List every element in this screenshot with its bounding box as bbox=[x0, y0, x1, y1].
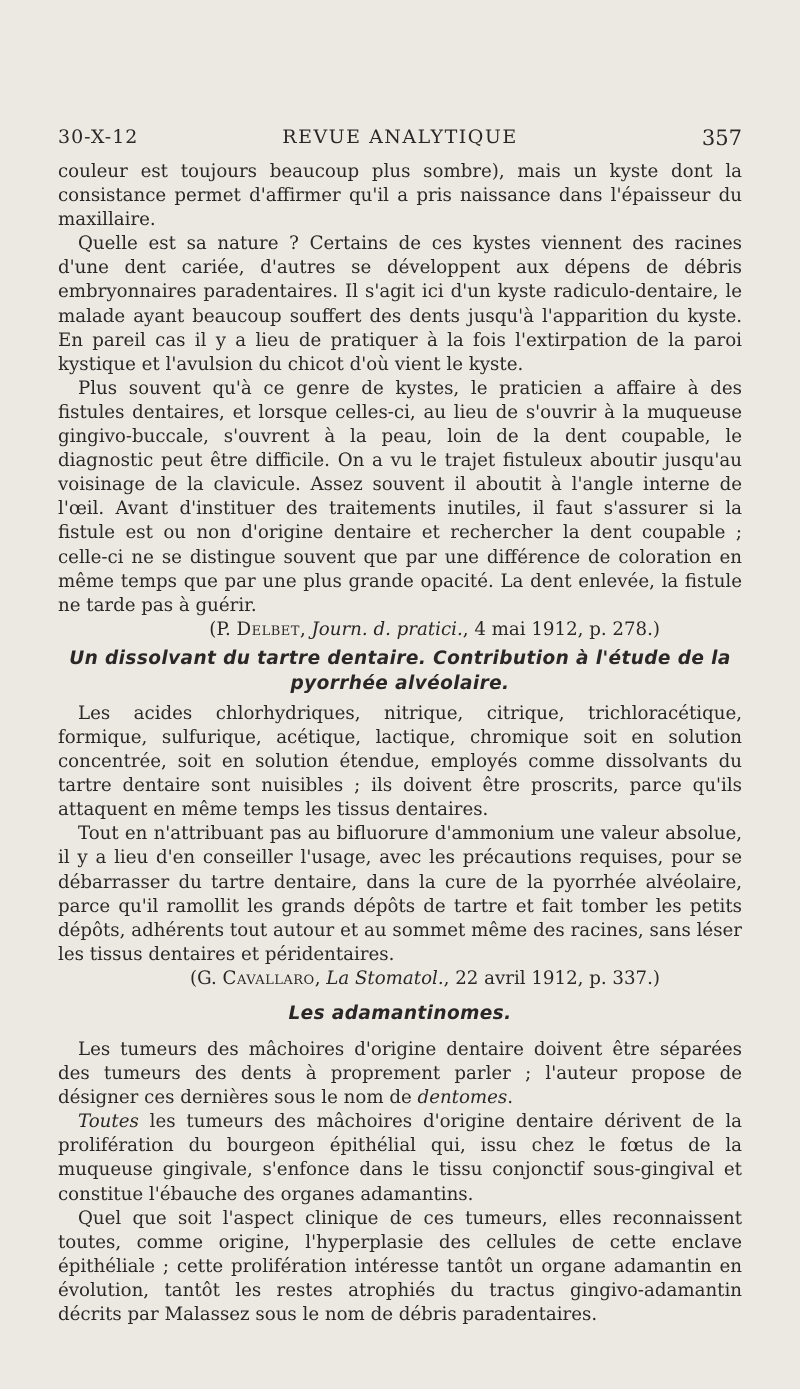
citation-journal: Journ. d. pratici. bbox=[311, 618, 463, 640]
paragraph-text: . bbox=[507, 1087, 514, 1109]
article-title: Un dissolvant du tartre dentaire. Contribution à l'étude de la pyorrhée alvéolaire. bbox=[69, 647, 731, 694]
paragraph-text: Les tumeurs des mâchoires d'origine dentaire doivent être séparées des tumeurs des dents à proprement parler ; l'auteur propose de désigner ces dernières sous le nom de bbox=[58, 1039, 742, 1109]
citation-details: , 22 avril 1912, p. 337.) bbox=[443, 967, 660, 989]
paragraph-text: les tumeurs des mâchoires d'origine dentaire dérivent de la prolifération du bourgeon épithélial qui, issu chez le fœtus de la muqueuse gingivale, s'enfonce dans le tissu conjonctif sous-gingival et constitue l'ébauche des organes adamantins. bbox=[58, 1111, 742, 1205]
article-title: Les adamantinomes. bbox=[288, 1003, 512, 1024]
running-header bbox=[58, 126, 742, 156]
paragraph: Plus souvent qu'à ce genre de kystes, le praticien a affaire à des fistules dentaires, et lorsque celles-ci, au lieu de s'ouvrir à la muqueuse gingivo-buccale, s'ouvrent à la peau, loin de la dent coupable, le diagnostic peut être difficile. On a vu le trajet fistuleux aboutir jusqu'au voisinage de la clavicule. Assez souvent il aboutit à l'angle interne de l'œil. Avant d'instituer des traitements inutiles, il faut s'assurer si la fistule est ou non d'origine dentaire et rechercher la dent coupable ; celle-ci ne se distingue souvent que par une différence de coloration en même temps que par une plus grande opacité. La dent enlevée, la fistule ne tarde pas à guérir. bbox=[58, 377, 742, 616]
citation-open: (G. bbox=[189, 967, 223, 989]
citation-author: Cavallaro bbox=[222, 967, 315, 989]
paragraph: Tout en n'attribuant pas au bifluorure d'ammonium une valeur absolue, il y a lieu d'en conseiller l'usage, avec les précautions requises, pour se débarrasser du tartre dentaire, dans la cure de la pyorrhée alvéolaire, parce qu'il ramollit les grands dépôts de tartre et fait tomber les petits dépôts, adhérents tout autour et au sommet même des racines, sans léser les tissus dentaires et péridentaires. bbox=[58, 823, 742, 965]
citation-journal: La Stomatol. bbox=[326, 967, 444, 989]
paragraph: Les acides chlorhydriques, nitrique, citrique, trichloracétique, formique, sulfurique, acétique, lactique, chromique soit en solution concentrée, soit en solution étendue, employés comme dissolvants du tartre dentaire sont nuisibles ; ils doivent être proscrits, parce qu'ils attaquent en même temps les tissus dentaires. bbox=[58, 702, 742, 821]
paragraph: couleur est toujours beaucoup plus sombre), mais un kyste dont la consistance permet d'affirmer qu'il a pris naissance dans l'épaisseur du maxillaire. bbox=[58, 161, 742, 231]
section-number: 30-X-12 bbox=[58, 126, 139, 148]
running-title: REVUE ANALYTIQUE bbox=[282, 126, 518, 148]
paragraph: Quel que soit l'aspect clinique de ces tumeurs, elles reconnaissent toutes, comme origine, l'hyperplasie des cellules de cette enclave épithéliale ; cette prolifération intéresse tantôt un organe adamantin en évolution, tantôt les restes atrophiés du tractus gingivo-adamantin décrits par Malassez sous le nom de débris paradentaires. bbox=[58, 1207, 742, 1326]
citation bbox=[58, 967, 742, 991]
paragraph bbox=[58, 1038, 742, 1110]
citation-open: (P. bbox=[209, 618, 237, 640]
citation-details: , 4 mai 1912, p. 278.) bbox=[462, 618, 660, 640]
citation-author: Delbet bbox=[236, 618, 300, 640]
page-number: 357 bbox=[701, 126, 742, 150]
citation bbox=[58, 618, 742, 642]
emphasis: Toutes bbox=[78, 1111, 139, 1133]
emphasis: dentomes bbox=[417, 1087, 508, 1109]
page-body bbox=[58, 160, 742, 1327]
paragraph: Quelle est sa nature ? Certains de ces kystes viennent des racines d'une dent cariée, d'autres se développent aux dépens de débris embryonnaires paradentaires. Il s'agit ici d'un kyste radiculo-dentaire, le malade ayant beaucoup souffert des dents jusqu'à l'apparition du kyste. En pareil cas il y a lieu de pratiquer à la fois l'extirpation de la paroi kystique et l'avulsion du chicot d'où vient le kyste. bbox=[58, 233, 742, 375]
citation-sep: , bbox=[299, 618, 312, 640]
paragraph bbox=[58, 1110, 742, 1206]
citation-sep: , bbox=[314, 967, 327, 989]
